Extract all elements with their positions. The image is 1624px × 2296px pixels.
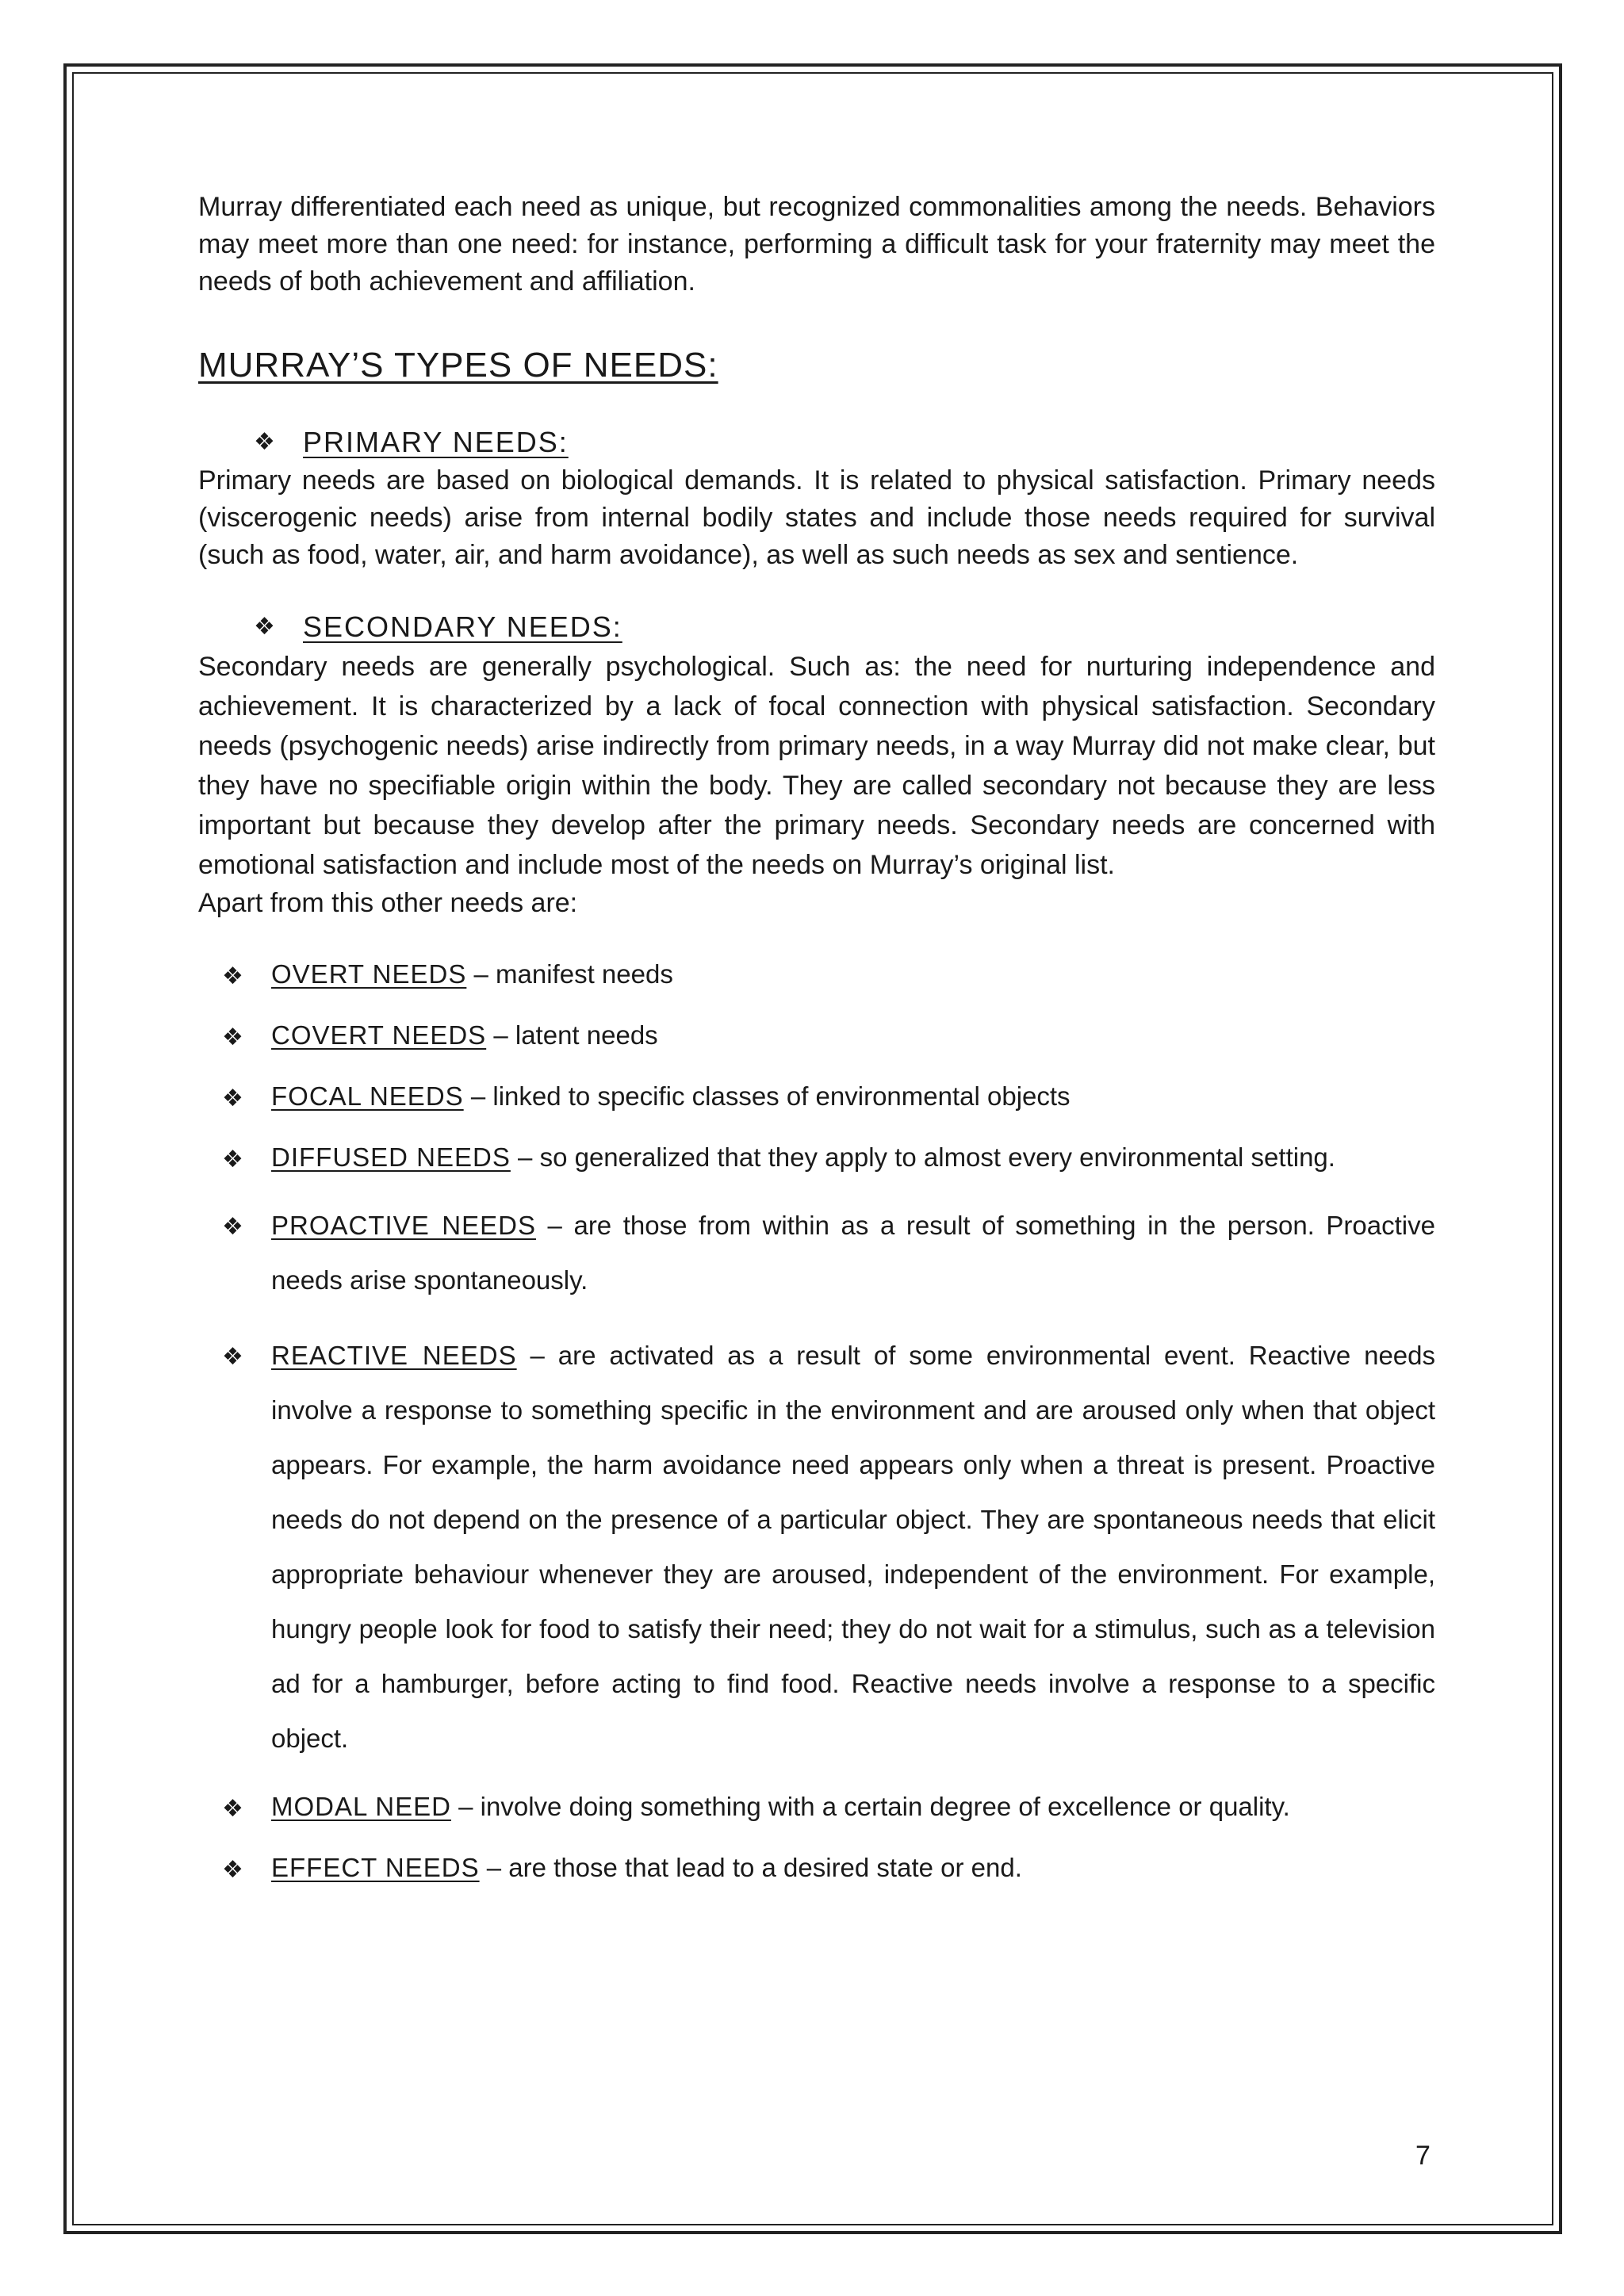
need-term: PROACTIVE NEEDS: [271, 1211, 536, 1240]
diamond-bullet-icon: ❖: [222, 963, 243, 989]
list-item: [222, 1198, 1435, 1307]
need-description: – latent needs: [486, 1020, 658, 1050]
needs-list: [198, 954, 1435, 1888]
secondary-needs-title: SECONDARY NEEDS:: [303, 610, 622, 643]
need-description: – are activated as a result of some environmental event. Reactive needs involve a response to something specific in the environment and are aroused only when that object appears. For example, the harm avoidance need appears only when a threat is present. Proactive needs do not depend on the presence of a particular object. They are spontaneous needs that elicit appropriate behaviour whenever they are aroused, independent of the environment. For example, hungry people look for food to satisfy their need; they do not wait for a stimulus, such as a television ad for a hamburger, before acting to find food. Reactive needs involve a response to a specific object.: [271, 1341, 1435, 1753]
list-item: [222, 1076, 1435, 1116]
need-term: DIFFUSED NEEDS: [271, 1142, 511, 1172]
need-description: – so generalized that they apply to almost every environmental setting.: [510, 1142, 1335, 1172]
diamond-bullet-icon: ❖: [222, 1857, 243, 1883]
diamond-bullet-icon: ❖: [222, 1146, 243, 1173]
list-item: [222, 1786, 1435, 1827]
primary-needs-paragraph: Primary needs are based on biological demands. It is related to physical satisfaction. Primary needs (viscerogenic needs) arise from internal bodily states and include those needs required for survival (such as food, water, air, and harm avoidance), as well as such needs as sex and sentience.: [198, 465, 1435, 570]
need-term: REACTIVE NEEDS: [271, 1341, 517, 1370]
need-term: FOCAL NEEDS: [271, 1081, 464, 1111]
diamond-bullet-icon: ❖: [254, 614, 275, 640]
diamond-bullet-icon: ❖: [222, 1796, 243, 1822]
page-number: 7: [1415, 2141, 1431, 2171]
list-item: [222, 1137, 1435, 1177]
page-content: [198, 189, 1435, 1908]
need-description: – are those from within as a result of something in the person. Proactive needs arise spontaneously.: [271, 1211, 1435, 1295]
primary-needs-title: PRIMARY NEEDS:: [303, 426, 569, 458]
need-description: – manifest needs: [466, 959, 673, 989]
intro-paragraph: Murray differentiated each need as unique, but recognized commonalities among the needs. Behaviors may meet more than one need: for instance, performing a difficult task for your fraternity may meet the needs of both achievement and affiliation.: [198, 192, 1435, 297]
diamond-bullet-icon: ❖: [222, 1214, 243, 1240]
diamond-bullet-icon: ❖: [254, 429, 275, 455]
need-description: – are those that lead to a desired state or end.: [479, 1853, 1022, 1882]
secondary-needs-paragraph: Secondary needs are generally psychological. Such as: the need for nurturing independence and achievement. It is characterized by a lack of focal connection with physical satisfaction. Secondary needs (psychogenic needs) arise indirectly from primary needs, in a way Murray did not make clear, but they have no specifiable origin within the body. They are called secondary not because they are less important but because they develop after the primary needs. Secondary needs are concerned with emotional satisfaction and include most of the needs on Murray’s original list.: [198, 652, 1435, 880]
primary-needs-subheading: [198, 423, 1435, 462]
need-term: MODAL NEED: [271, 1792, 451, 1821]
diamond-bullet-icon: ❖: [222, 1085, 243, 1112]
need-term: OVERT NEEDS: [271, 959, 467, 989]
need-term: EFFECT NEEDS: [271, 1853, 480, 1882]
list-item: [222, 1015, 1435, 1055]
other-needs-intro: Apart from this other needs are:: [198, 888, 578, 918]
diamond-bullet-icon: ❖: [222, 1344, 243, 1370]
list-item: [222, 1328, 1435, 1766]
diamond-bullet-icon: ❖: [222, 1024, 243, 1050]
need-term: COVERT NEEDS: [271, 1020, 487, 1050]
need-description: – involve doing something with a certain degree of excellence or quality.: [450, 1792, 1290, 1821]
section-heading: MURRAY’S TYPES OF NEEDS:: [198, 346, 718, 385]
list-item: [222, 954, 1435, 994]
list-item: [222, 1847, 1435, 1888]
need-description: – linked to specific classes of environmental objects: [463, 1081, 1071, 1111]
secondary-needs-subheading: [198, 607, 1435, 647]
